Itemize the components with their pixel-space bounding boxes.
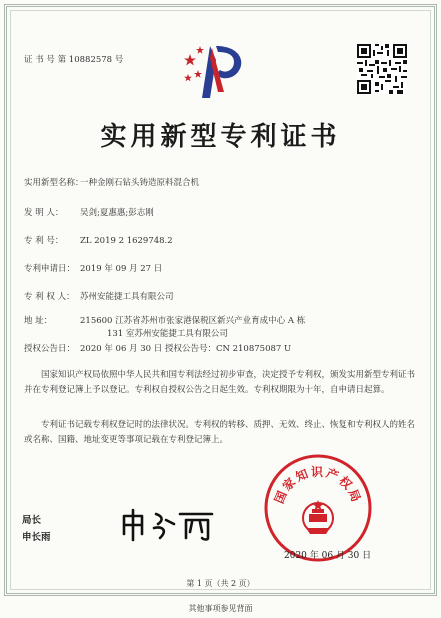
field-label: 授权公告日： (24, 344, 76, 354)
field-utility-model-name (24, 176, 199, 188)
field-address (24, 314, 305, 326)
qr-code-icon (357, 44, 407, 94)
cnipa-logo-icon (180, 40, 252, 100)
director-signature (118, 508, 218, 542)
field-value: 2019 年 09 月 27 日 (80, 264, 163, 274)
field-grant-date (24, 342, 291, 354)
director-name: 申长雨 (22, 532, 51, 543)
footer-note: 其他事项参见背面 (188, 604, 253, 613)
grant-paragraph: 国家知识产权局依照中华人民共和国专利法经过初步审查，决定授予专利权，颁发实用新型专利证书并在专利登记簿上予以登记。专利权自授权公告之日起生效。专利权期限为十年，自申请日起算。 (24, 370, 416, 395)
certificate-number: 证 书 号 第 10882578 号 (24, 55, 124, 65)
field-value: ZL 2019 2 1629748.2 (80, 236, 173, 246)
field-value: 吴剑;夏惠惠;彭志刚 (80, 208, 154, 218)
field-application-date (24, 262, 162, 274)
field-label: 实用新型名称： (24, 178, 84, 188)
seal-date: 2020 年 06 月 30 日 (284, 551, 372, 561)
field-inventors (24, 206, 154, 218)
field-label: 专 利 权 人： (24, 292, 75, 302)
document-title: 实用新型专利证书 (100, 122, 341, 152)
field-value: 苏州安能捷工具有限公司 (80, 292, 174, 302)
national-emblem-icon (303, 500, 333, 534)
field-value: 2020 年 06 月 30 日 授权公告号：CN 210875087 U (80, 344, 292, 354)
seal-text: 国家知识产权局 (271, 465, 365, 506)
field-label: 地 址： (24, 316, 53, 326)
field-patent-number (24, 234, 173, 246)
page-number: 第 1 页（共 2 页） (186, 579, 255, 588)
field-label: 专 利 号： (24, 236, 64, 246)
address-line-2: 131 室苏州安能捷工具有限公司 (107, 329, 228, 339)
field-patentee (24, 290, 174, 302)
field-value: 一种金刚石钻头铸造原料混合机 (80, 178, 200, 188)
field-value: 215600 江苏省苏州市张家港保税区新兴产业育成中心 A 栋 (80, 316, 306, 326)
director-title: 局长 (22, 515, 42, 526)
legal-status-paragraph: 专利证书记载专利权登记时的法律状况。专利权的转移、质押、无效、终止、恢复和专利权人的姓名或名称、国籍、地址变更等事项记载在专利登记簿上。 (24, 420, 416, 445)
svg-text:国家知识产权局 (272, 464, 364, 506)
field-label: 专利申请日： (24, 264, 76, 274)
field-label: 发 明 人： (24, 208, 64, 218)
